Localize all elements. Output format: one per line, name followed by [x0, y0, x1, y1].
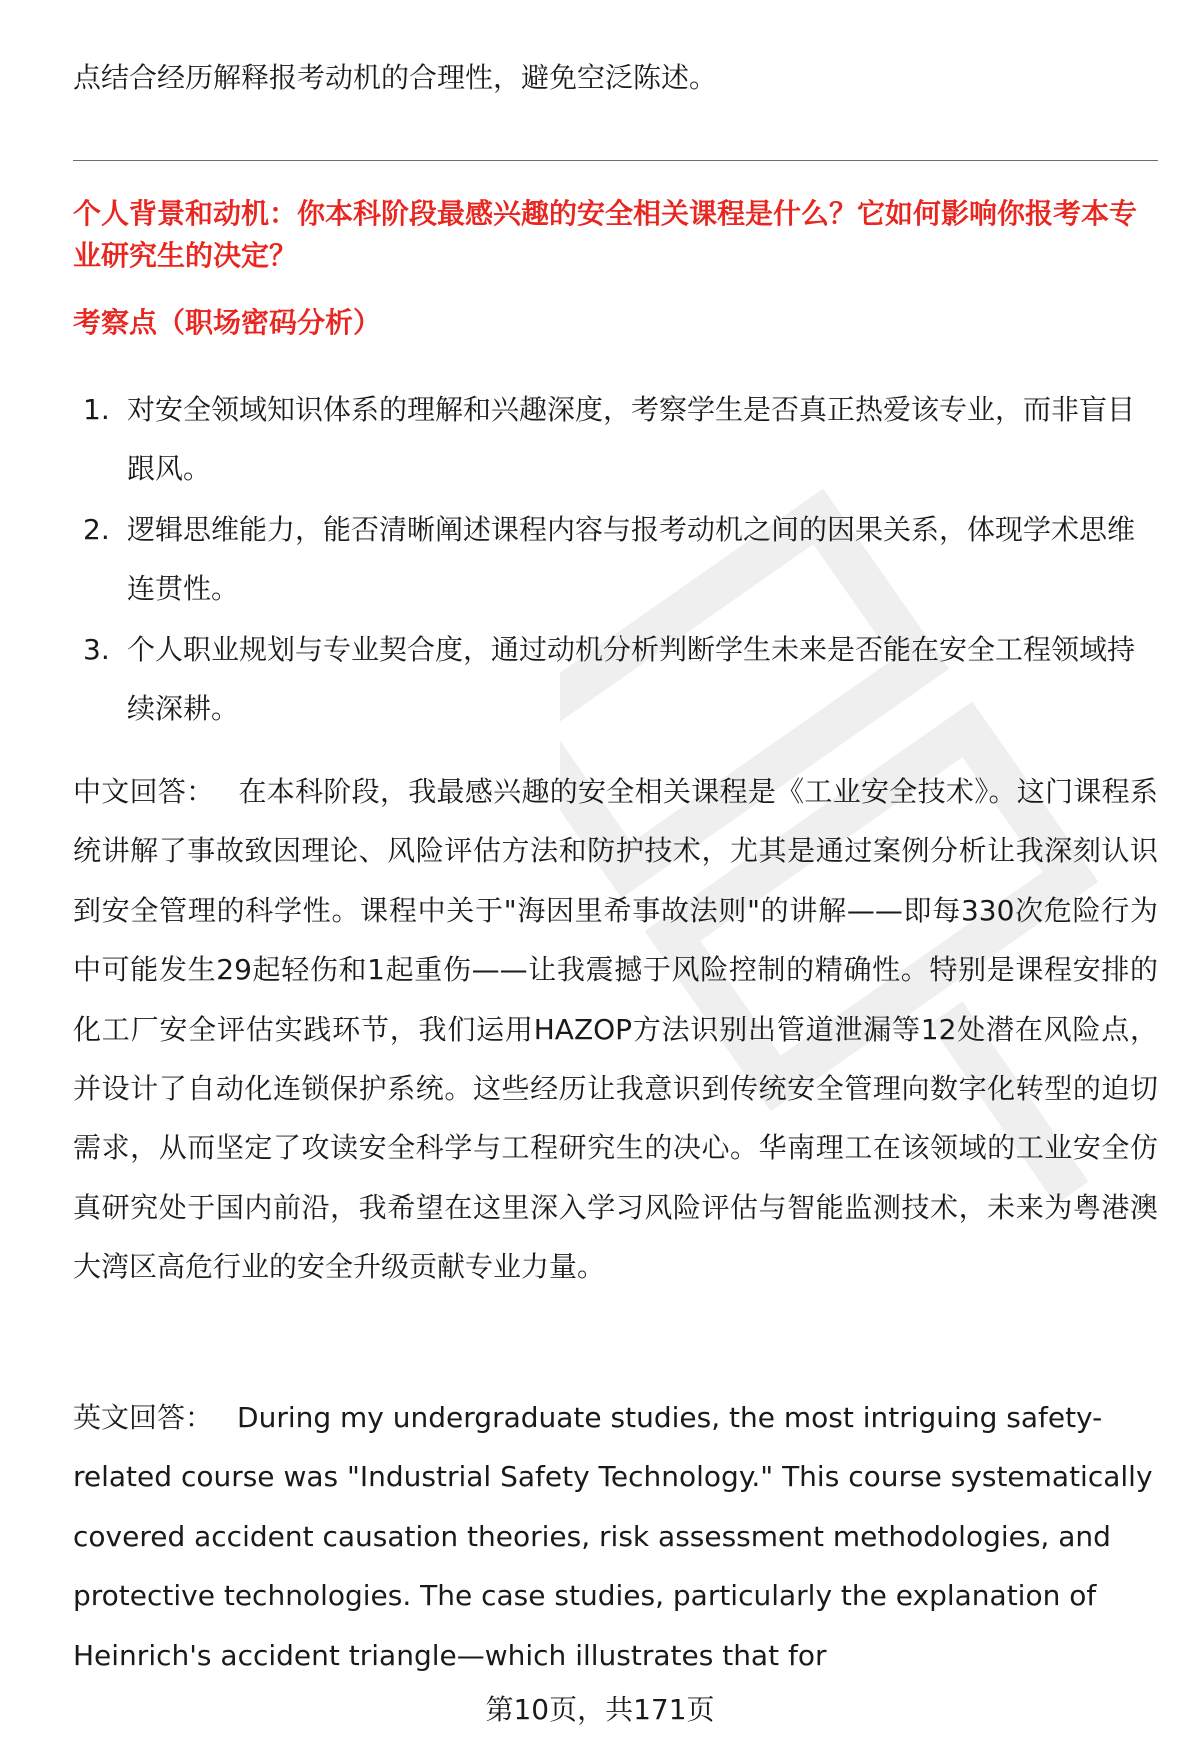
list-item [73, 620, 1158, 738]
list-item-text: 逻辑思维能力，能否清晰阐述课程内容与报考动机之间的因果关系，体现学术思维连贯性。 [127, 513, 1136, 605]
section-title: 考察点（职场密码分析） [73, 306, 382, 339]
chinese-answer-label: 中文回答： [73, 775, 215, 808]
list-number: 3. [83, 633, 110, 666]
question-heading: 个人背景和动机：你本科阶段最感兴趣的安全相关课程是什么？它如何影响你报考本专业研究生的决定？ [73, 197, 1138, 272]
chinese-answer-text: 在本科阶段，我最感兴趣的安全相关课程是《工业安全技术》。这门课程系统讲解了事故致因理论、风险评估方法和防护技术，尤其是通过案例分析让我深刻认识到安全管理的科学性。课程中关于"海因里希事故法则"的讲解——即每330次危险行为中可能发生29起轻伤和1起重伤——让我震撼于风险控制的精确性。特别是课程安排的化工厂安全评估实践环节，我们运用HAZOP方法识别出管道泄漏等12处潜在风险点，并设计了自动化连锁保护系统。这些经历让我意识到传统安全管理向数字化转型的迫切需求，从而坚定了攻读安全科学与工程研究生的决心。华南理工在该领域的工业安全仿真研究处于国内前沿，我希望在这里深入学习风险评估与智能监测技术，未来为粤港澳大湾区高危行业的安全升级贡献专业力量。 [73, 775, 1158, 1284]
points-list [73, 380, 1158, 740]
list-number: 1. [83, 393, 110, 426]
list-number: 2. [83, 513, 110, 546]
list-item-text: 对安全领域知识体系的理解和兴趣深度，考察学生是否真正热爱该专业，而非盲目跟风。 [127, 393, 1136, 485]
list-item [73, 500, 1158, 618]
list-item [73, 380, 1158, 498]
intro-paragraph: 点结合经历解释报考动机的合理性，避免空泛陈述。 [73, 61, 718, 94]
english-answer-label: 英文回答： [73, 1401, 214, 1434]
chinese-answer [73, 762, 1158, 1297]
english-answer-text: During my undergraduate studies, the most intriguing safety-related course was "Industrial Safety Technology." This course systematically covered accident causation theories, risk assessment methodologies, and protective technologies. The case studies, particularly the explanation of Heinrich's accident triangle—which illustrates that for [73, 1401, 1153, 1672]
section-divider [73, 160, 1158, 161]
page-footer: 第10页，共171页 [485, 1693, 715, 1726]
list-item-text: 个人职业规划与专业契合度，通过动机分析判断学生未来是否能在安全工程领域持续深耕。 [127, 633, 1136, 725]
english-answer [73, 1388, 1158, 1685]
